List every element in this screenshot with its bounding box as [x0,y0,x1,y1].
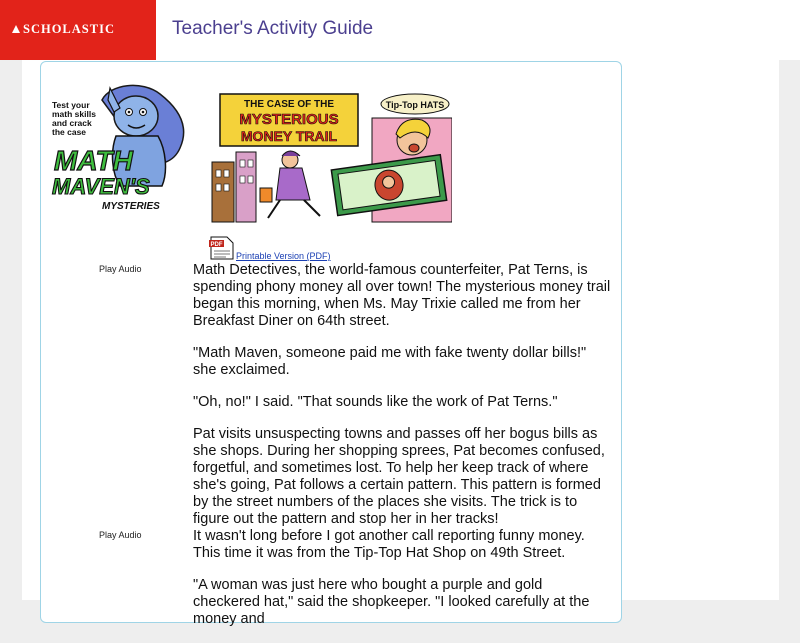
maven-name-line3: MYSTERIES [102,201,160,212]
story-paragraph: "Oh, no!" I said. "That sounds like the work of Pat Terns." [193,394,558,410]
story-paragraph: "Math Maven, someone paid me with fake twenty dollar bills!" she exclaimed. [193,345,587,378]
play-audio-button-1[interactable]: Play Audio [99,264,142,274]
maven-name-line1: MATH [54,145,133,176]
page-title: Teacher's Activity Guide [172,18,374,39]
banner-title-3: MONEY TRAIL [240,128,338,144]
money-trail-banner [210,90,452,225]
logo-mark-icon [12,25,20,33]
maven-tagline-2: math skills [52,109,96,119]
banner-title-2: MYSTERIOUS [239,111,339,128]
math-maven-logo [50,82,195,214]
logo-text: SCHOLASTIC [23,22,115,36]
story-paragraph: Math Detectives, the world-famous counterfeiter, Pat Terns, is spending phony money all over town! The mysterious money trail began this morning, when Ms. May Trixie called me from her Breakfast Diner on 64th street. [193,262,611,329]
play-audio-button-2[interactable]: Play Audio [99,530,142,540]
maven-name-line2: MAVEN'S [52,174,150,199]
printable-version-link[interactable]: Printable Version (PDF) [236,251,331,261]
story-text [193,262,613,643]
maven-tagline-3: and crack [52,118,92,128]
pdf-icon-label: PDF [210,242,223,248]
hat-shop-sign: Tip-Top HATS [385,100,445,110]
maven-tagline-4: the case [52,127,87,137]
scholastic-logo[interactable] [0,0,156,60]
story-paragraph: It wasn't long before I got another call reporting funny money. This time it was from the Tip-Top Hat Shop on 49th Street. [193,528,585,561]
story-paragraph: "A woman was just here who bought a purple and gold checkered hat," said the shopkeeper. "I looked carefully at the money and [193,577,590,627]
pdf-icon[interactable] [209,236,235,260]
banner-title-1: THE CASE OF THE [243,99,335,110]
story-paragraph: Pat visits unsuspecting towns and passes off her bogus bills as she shops. During her shopping sprees, Pat becomes confused, forgetful, and sometimes lost. To help her keep track of where she's going, Pat follows a certain pattern. This pattern is formed by the street numbers of the places she visits. The trick is to figure out the pattern and stop her in her tracks! [193,426,605,527]
top-bar [0,0,800,60]
maven-tagline-1: Test your [52,100,90,110]
